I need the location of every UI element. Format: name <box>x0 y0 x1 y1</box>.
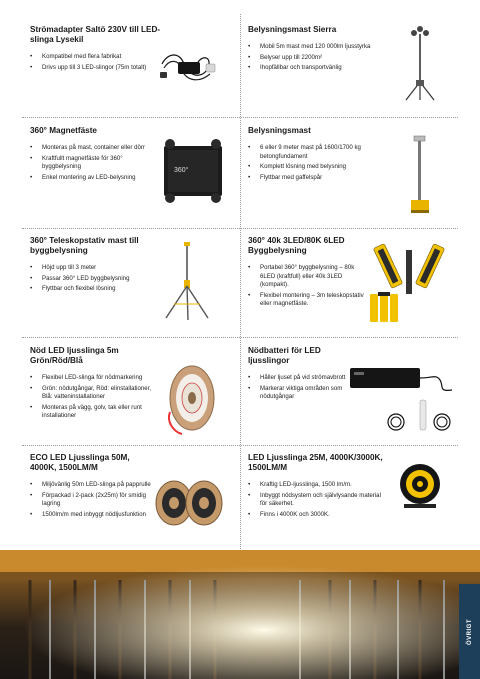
product-bullets <box>30 374 162 421</box>
bullet: • Belyser upp till 2200m² <box>248 54 393 63</box>
product-card-eco-led <box>30 453 158 521</box>
section-tab-label: ÖVRIGT <box>466 618 473 645</box>
cardboard-reels-image <box>150 478 230 528</box>
bullet: • Komplett lösning med belysning <box>248 163 388 172</box>
product-title: Belysningsmast <box>248 126 311 135</box>
bullet: • Flyttbar med gaffelspår <box>248 174 388 183</box>
row-divider <box>22 228 458 229</box>
magnetic-bracket-image <box>160 136 226 206</box>
product-bullets <box>30 53 165 72</box>
bullet: • Passar 360° LED byggbelysning <box>30 275 165 284</box>
emergency-battery-image <box>348 360 458 436</box>
product-title: 360° Teleskopstativ mast till byggbelysning <box>30 236 139 255</box>
bullet: • Markerar viktiga områden som nödutgångar <box>248 385 348 402</box>
product-title: LED Ljusslinga 25M, 4000K/3000K, 1500LM/M <box>248 453 383 472</box>
product-title: 360° 40k 3LED/80K 6LED Byggbelysning <box>248 236 345 255</box>
product-card-nod-led-ljusslinga <box>30 346 162 423</box>
bullet: • Kraftfullt magnetfäste för 360° byggbelysning <box>30 155 160 172</box>
bullet: • Kompatibel med flera fabrikat <box>30 53 165 62</box>
column-divider <box>240 14 241 549</box>
bullet: • Monteras på vägg, golv, tak eller runt installationer <box>30 404 162 421</box>
product-card-nodbatteri <box>248 346 348 404</box>
product-bullets <box>248 481 388 519</box>
tripod-mast-image <box>400 24 440 104</box>
bullet: • 1500lm/m med inbyggt nödljusfunktion <box>30 511 158 520</box>
product-title: 360° Magnetfäste <box>30 126 97 135</box>
cable-reel-image <box>396 456 444 512</box>
bullet: • Enkel montering av LED-belysning <box>30 174 160 183</box>
bullet: • Mobil 5m mast med 120 000lm ljusstyrka <box>248 43 393 52</box>
product-bullets <box>248 144 388 182</box>
product-bullets <box>248 264 364 309</box>
product-card-belysningsmast-sierra <box>248 25 393 75</box>
bullet: • Inbyggt nödsystem och självlysande material för säkerhet. <box>248 492 388 509</box>
bullet: • 6 eller 9 meter mast på 1600/1700 kg betongfundament <box>248 144 388 161</box>
product-bullets <box>30 264 165 294</box>
product-bullets <box>30 481 158 519</box>
bullet: • Flexibel LED-slinga för nödmarkering <box>30 374 162 383</box>
bullet: • Portabel 360° byggbelysning – 80k 6LED (kraftfull) eller 40k 3LED (kompakt). <box>248 264 364 290</box>
construction-site-photo <box>0 550 480 679</box>
product-card-led-ljusslinga-25m <box>248 453 388 521</box>
row-divider <box>22 445 458 446</box>
row-divider <box>22 337 458 338</box>
product-title: Nöd LED ljusslinga 5m Grön/Röd/Blå <box>30 346 119 365</box>
bullet: • Ihopfällbar och transportvänlig <box>248 64 393 73</box>
product-card-magnetfaste <box>30 126 160 184</box>
bullet: • Monteras på mast, container eller dörr <box>30 144 160 153</box>
product-card-belysningsmast <box>248 126 388 184</box>
bullet: • Miljövänlig 50m LED-slinga på papprulle <box>30 481 158 490</box>
product-bullets <box>248 374 348 402</box>
led-strip-spool-image <box>164 362 220 436</box>
bullet: • Grön: nödutgångar, Röd: elinstallationer, Blå: vatteninstallationer <box>30 385 162 402</box>
photo-illustration <box>0 550 480 679</box>
bullet: • Håller ljuset på vid strömavbrott <box>248 374 348 383</box>
power-adapter-image <box>158 50 218 88</box>
product-bullets <box>30 144 160 182</box>
bullet: • Flyttbar och flexibel lösning <box>30 285 165 294</box>
bullet: • Finns i 4000K och 3000K. <box>248 511 388 520</box>
led-work-lights-image <box>364 240 454 328</box>
bullet: • Höjd upp till 3 meter <box>30 264 165 273</box>
bullet: • Förpackad i 2-pack (2x25m) för smidig lagring <box>30 492 158 509</box>
bracket-logo-text: 360° <box>174 167 189 174</box>
product-bullets <box>248 43 393 73</box>
bullet: • Flexibel montering – 3m teleskopstativ eller magnetfäste. <box>248 292 364 309</box>
product-title: ECO LED Ljusslinga 50M, 4000K, 1500LM/M <box>30 453 130 472</box>
product-card-stromadapter <box>30 25 165 74</box>
bullet: • Drivs upp till 3 LED-slingor (75m totalt) <box>30 64 165 73</box>
row-divider <box>22 117 458 118</box>
concrete-mast-image <box>405 132 435 216</box>
product-card-teleskopstativ <box>30 236 165 296</box>
product-title: Nödbatteri för LED ljusslingor <box>248 346 321 365</box>
section-tab[interactable] <box>459 584 480 679</box>
telescopic-tripod-image <box>162 240 212 322</box>
bullet: • Kraftig LED-ljusslinga, 1500 lm/m. <box>248 481 388 490</box>
product-title: Belysningsmast Sierra <box>248 25 337 34</box>
product-title: Strömadapter Saltö 230V till LED-slinga Lysekil <box>30 25 161 44</box>
product-card-byggbelysning <box>248 236 364 311</box>
